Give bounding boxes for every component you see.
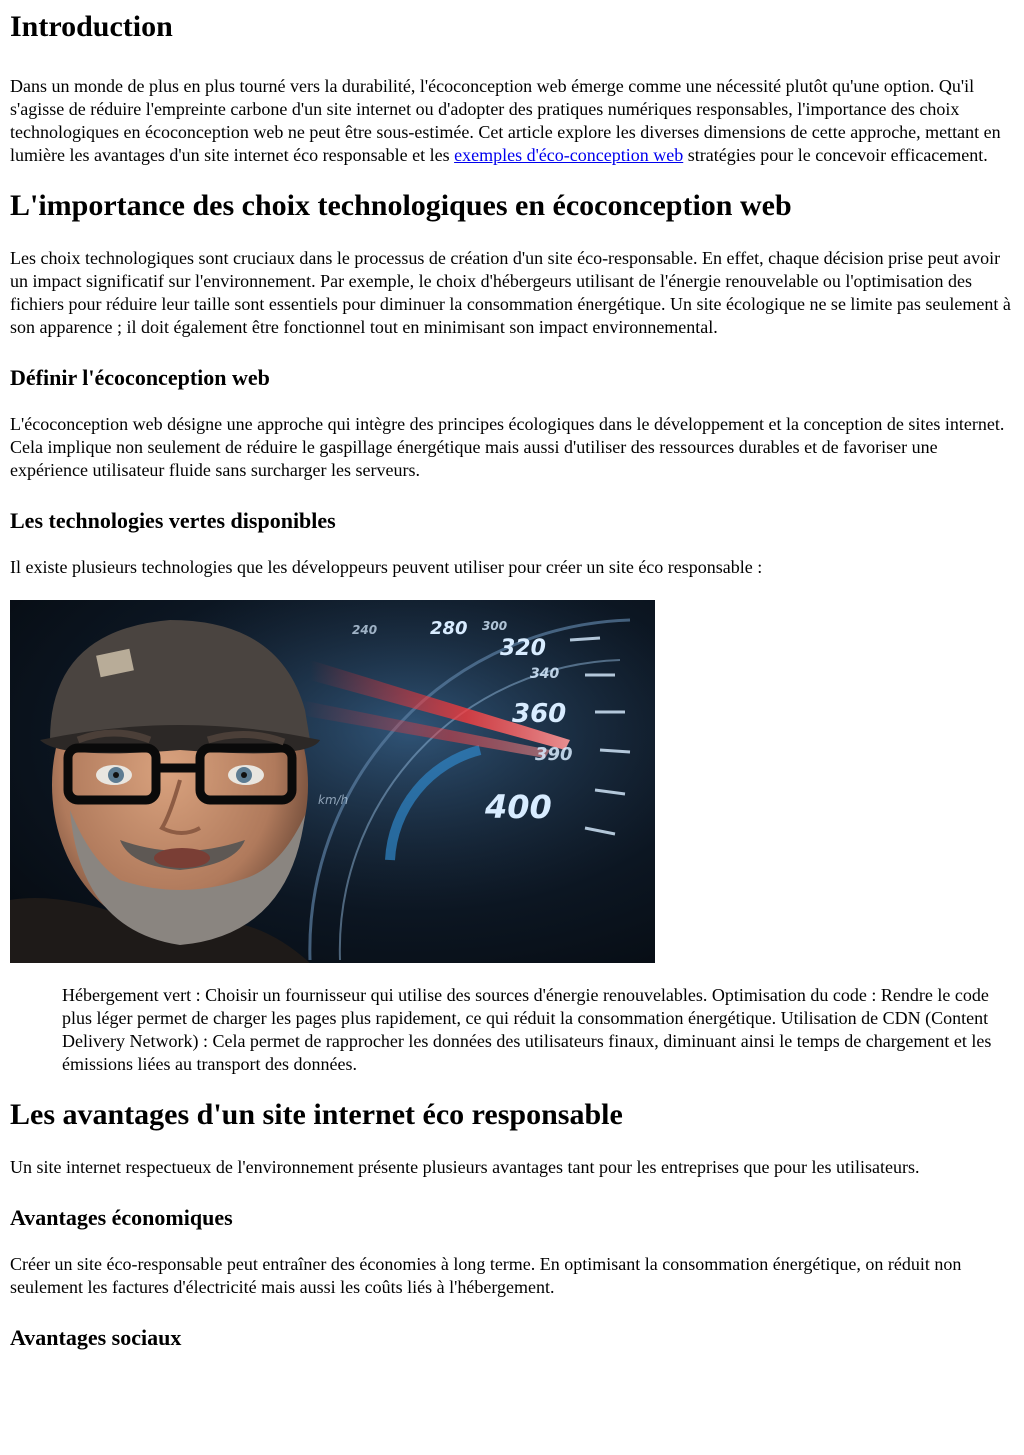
speedo-label: 240 xyxy=(352,623,378,637)
intro-text-after-link: stratégies pour le concevoir efficacement. xyxy=(683,145,988,165)
speedometer-illustration xyxy=(10,600,655,963)
economiques-paragraph: Créer un site éco-responsable peut entraîner des économies à long terme. En optimisant la consommation énergétique, on réduit non seulement les factures d'électricité mais aussi les coûts liés à l'hébergement. xyxy=(10,1254,962,1297)
list-item: Hébergement vert : Choisir un fournisseur qui utilise des sources d'énergie renouvelables. Optimisation du code : Rendre le code plus léger permet de charger les pages plus rapidement, ce qui réduit la consommation énergétique. Utilisation de CDN (Content Delivery Network) : Cela permet de rapprocher les données des utilisateurs finaux, diminuant ainsi le temps de chargement et les émissions liées au transport des données. xyxy=(62,985,992,1074)
heading-definir: Définir l'écoconception web xyxy=(10,365,270,390)
heading-economiques: Avantages économiques xyxy=(10,1205,233,1230)
speedo-label: 360 xyxy=(512,699,567,729)
hero-image-speedometer xyxy=(10,600,655,963)
green-technologies-list xyxy=(10,984,1014,1076)
speedo-label: 340 xyxy=(530,666,560,682)
speedo-label: 320 xyxy=(500,636,546,661)
technologies-paragraph: Il existe plusieurs technologies que les développeurs peuvent utiliser pour créer un site éco responsable : xyxy=(10,557,763,577)
speedo-label: 390 xyxy=(535,744,573,765)
heading-avantages: Les avantages d'un site internet éco responsable xyxy=(10,1098,623,1131)
intro-text-before-link: Dans un monde de plus en plus tourné vers la durabilité, l'écoconception web émerge comme une nécessité plutôt qu'une option. Qu'il s'agisse de réduire l'empreinte carbone d'un site internet ou d'adopter des pratiques numériques responsables, l'importance des choix technologiques en écoconception web ne peut être sous-estimée. Cet article explore les diverses dimensions de cette approche, mettant en lumière les avantages d'un site internet éco responsable et les xyxy=(10,76,1001,165)
speedo-label: 400 xyxy=(485,788,552,826)
speedo-unit: km/h xyxy=(318,793,349,807)
heading-introduction: Introduction xyxy=(10,10,173,43)
heading-importance: L'importance des choix technologiques en écoconception web xyxy=(10,189,792,222)
avantages-paragraph: Un site internet respectueux de l'environnement présente plusieurs avantages tant pour les entreprises que pour les utilisateurs. xyxy=(10,1157,920,1177)
eco-conception-examples-link[interactable]: exemples d'éco-conception web xyxy=(454,145,684,165)
speedo-label: 300 xyxy=(482,619,508,633)
speedo-label: 280 xyxy=(430,618,468,639)
article xyxy=(0,9,1024,1351)
importance-paragraph: Les choix technologiques sont cruciaux dans le processus de création d'un site éco-responsable. En effet, chaque décision prise peut avoir un impact significatif sur l'environnement. Par exemple, le choix d'hébergeurs utilisant de l'énergie renouvelable ou l'optimisation des fichiers pour réduire leur taille sont essentiels pour diminuer la consommation énergétique. Un site écologique ne se limite pas seulement à son apparence ; il doit également être fonctionnel tout en minimisant son impact environnemental. xyxy=(10,248,1011,337)
intro-paragraph xyxy=(10,75,1014,167)
heading-sociaux: Avantages sociaux xyxy=(10,1325,182,1350)
heading-technologies: Les technologies vertes disponibles xyxy=(10,508,336,533)
definir-paragraph: L'écoconception web désigne une approche qui intègre des principes écologiques dans le développement et la conception de sites internet. Cela implique non seulement de réduire le gaspillage énergétique mais aussi d'utiliser des ressources durables et de favoriser une expérience utilisateur fluide sans surcharger les serveurs. xyxy=(10,414,1005,480)
